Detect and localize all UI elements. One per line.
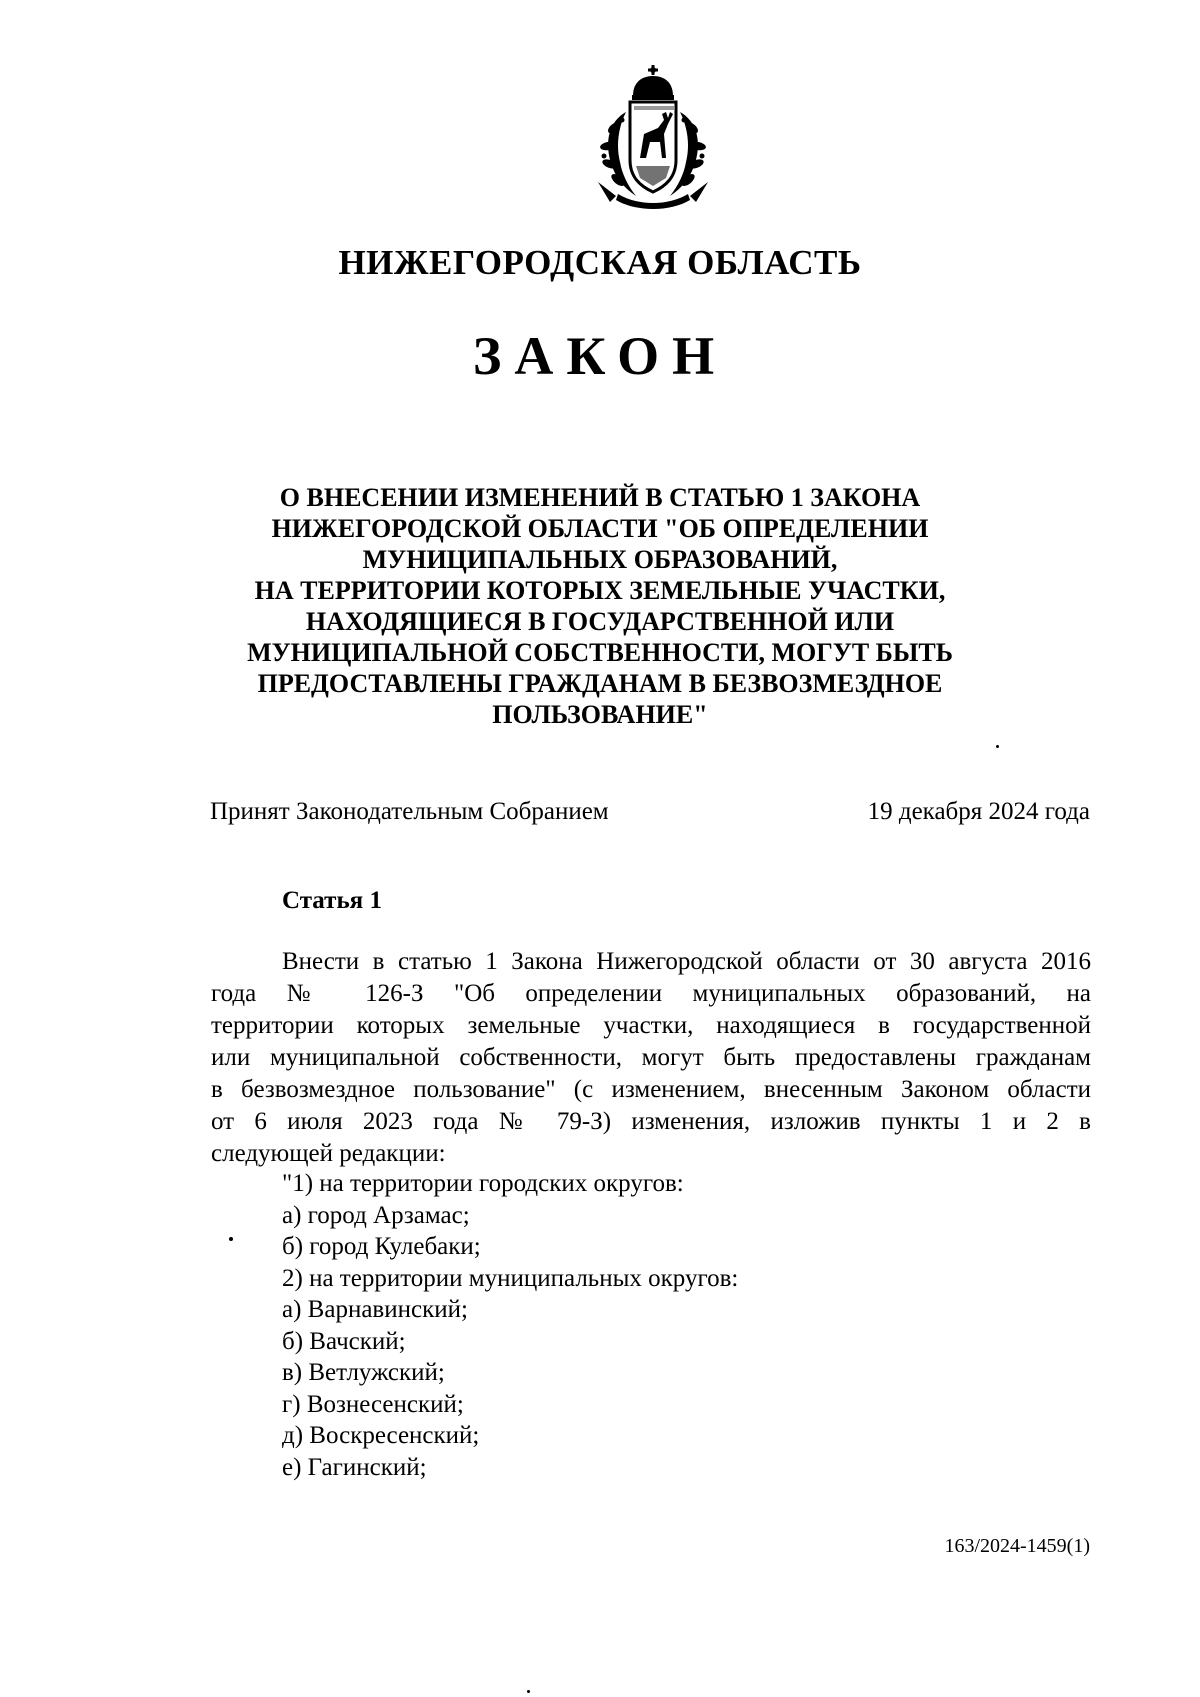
scan-speck — [229, 1237, 233, 1241]
list-item: е) Гагинский; — [282, 1453, 427, 1481]
coat-of-arms-icon — [578, 62, 728, 212]
law-title-line: МУНИЦИПАЛЬНОЙ СОБСТВЕННОСТИ, МОГУТ БЫТЬ — [247, 638, 953, 667]
paragraph-line: следующей редакции: — [211, 1140, 446, 1167]
law-title-line: НИЖЕГОРОДСКОЙ ОБЛАСТИ "ОБ ОПРЕДЕЛЕНИИ — [271, 514, 929, 543]
law-title-line: НАХОДЯЩИЕСЯ В ГОСУДАРСТВЕННОЙ ИЛИ — [305, 607, 895, 636]
paragraph-line: или муниципальной собственности, могут быть предоставлены гражданам — [211, 1044, 1091, 1071]
amendment-list — [282, 1168, 738, 1483]
list-item: 2) на территории муниципальных округов: — [282, 1264, 739, 1292]
scan-speck — [527, 1690, 530, 1693]
list-item: "1) на территории городских округов: — [282, 1170, 684, 1197]
law-title-line: ПРЕДОСТАВЛЕНЫ ГРАЖДАНАМ В БЕЗВОЗМЕЗДНОЕ — [257, 669, 943, 698]
list-item: а) город Арзамас; — [282, 1201, 470, 1229]
list-item: г) Вознесенский; — [282, 1390, 464, 1418]
paragraph-line: Внести в статью 1 Закона Нижегородской области от 30 августа 2016 — [282, 948, 1091, 975]
article-heading: Статья 1 — [282, 887, 382, 914]
list-item: б) Вачский; — [282, 1327, 406, 1355]
list-item: в) Ветлужский; — [282, 1359, 445, 1386]
adoption-date: 19 декабря 2024 года — [867, 798, 1090, 825]
region-name: НИЖЕГОРОДСКАЯ ОБЛАСТЬ — [338, 243, 862, 282]
list-item: а) Варнавинский; — [282, 1296, 468, 1323]
paragraph-line: от 6 июля 2023 года № 79-З) изменения, изложив пункты 1 и 2 в — [211, 1108, 1091, 1135]
list-item: б) город Кулебаки; — [282, 1233, 481, 1260]
law-title-line: ПОЛЬЗОВАНИЕ" — [492, 700, 708, 729]
article-paragraph — [211, 946, 1091, 1170]
paragraph-line: в безвозмездное пользование" (с изменением, внесенным Законом области — [211, 1076, 1091, 1103]
list-item: д) Воскресенский; — [282, 1422, 480, 1449]
law-title — [150, 482, 1050, 730]
law-title-line: О ВНЕСЕНИИ ИЗМЕНЕНИЙ В СТАТЬЮ 1 ЗАКОНА — [279, 483, 921, 512]
registration-number: 163/2024-1459(1) — [944, 1535, 1090, 1557]
adopting-body: Принят Законодательным Собранием — [210, 798, 609, 825]
document-type: ЗАКОН — [472, 326, 728, 386]
paragraph-line: территории которых земельные участки, находящиеся в государственной — [211, 1012, 1091, 1039]
law-title-line: НА ТЕРРИТОРИИ КОТОРЫХ ЗЕМЕЛЬНЫЕ УЧАСТКИ, — [254, 576, 946, 605]
paragraph-line: года № 126-З "Об определении муниципальных образований, на — [211, 980, 1091, 1007]
scan-speck — [996, 745, 999, 748]
law-title-line: МУНИЦИПАЛЬНЫХ ОБРАЗОВАНИЙ, — [362, 545, 838, 574]
